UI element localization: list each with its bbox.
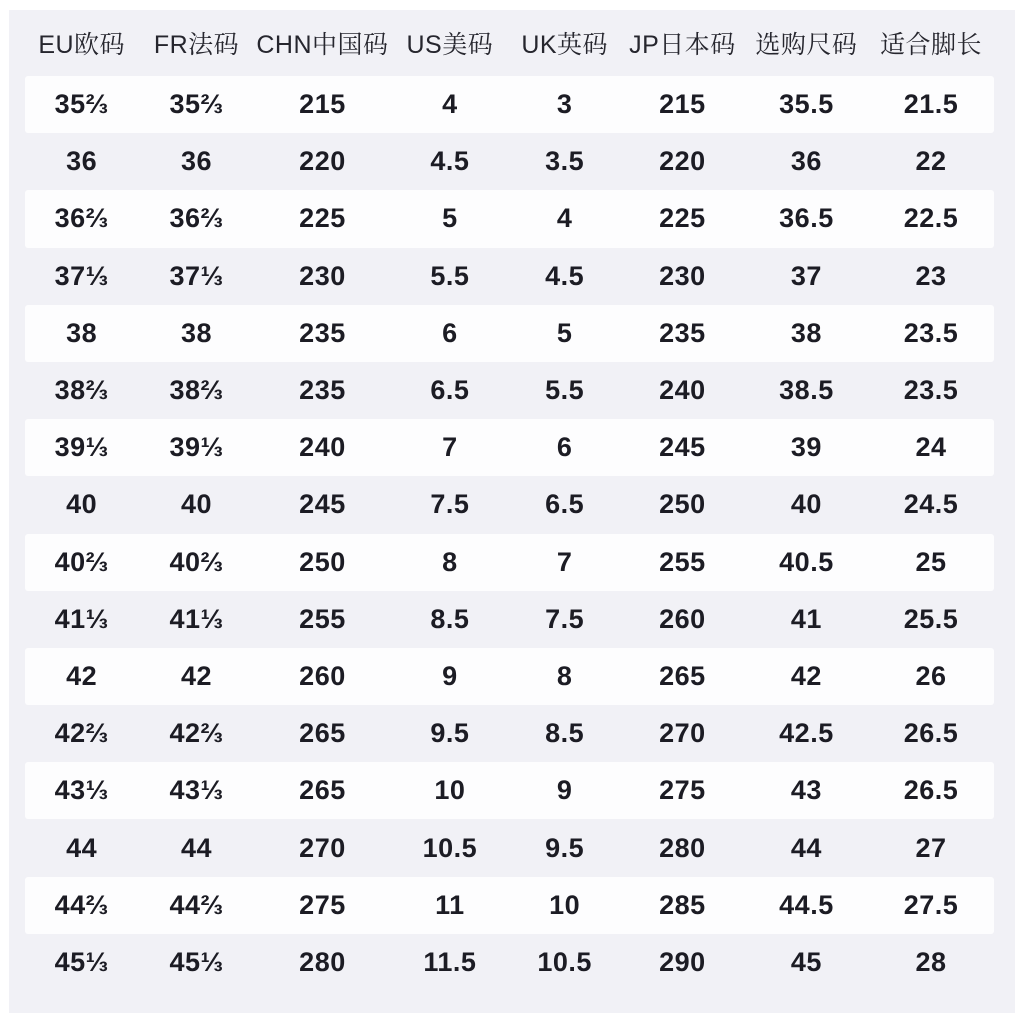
size-cell: 37 (790, 260, 822, 291)
size-cell: 280 (299, 946, 346, 977)
header-row (25, 10, 994, 76)
size-cell: 10.5 (537, 946, 592, 977)
size-cell: 255 (620, 534, 745, 591)
size-cell: 230 (659, 260, 706, 291)
size-cell: 44.5 (745, 877, 868, 934)
size-cell: 5 (390, 190, 509, 247)
size-cell: 215 (255, 76, 391, 133)
table-row (25, 133, 994, 190)
size-cell: 41⅓ (169, 603, 224, 634)
header-cell-0: EU欧码 (38, 31, 126, 59)
size-cell: 5.5 (430, 260, 470, 291)
size-cell: 23.5 (868, 305, 994, 362)
table-row (25, 362, 994, 419)
size-cell: 10.5 (422, 832, 478, 863)
size-cell: 270 (659, 718, 706, 749)
size-cell: 235 (255, 305, 391, 362)
table-row (25, 934, 994, 991)
size-cell: 36 (180, 146, 213, 177)
size-cell: 25 (868, 534, 994, 591)
table-row (25, 305, 994, 362)
size-cell: 8.5 (545, 718, 585, 749)
size-cell: 245 (299, 489, 346, 520)
size-cell: 22 (915, 146, 947, 177)
size-cell: 44 (180, 832, 213, 863)
size-cell: 43 (745, 762, 868, 819)
size-cell: 7.5 (545, 603, 585, 634)
size-cell: 11.5 (423, 946, 477, 977)
size-cell: 250 (255, 534, 391, 591)
header-cell-6: 选购尺码 (755, 31, 858, 59)
size-cell: 38 (745, 305, 868, 362)
size-cell: 35⅔ (25, 76, 138, 133)
size-cell: 250 (659, 489, 706, 520)
size-cell: 36⅔ (25, 190, 138, 247)
size-cell: 41 (790, 603, 822, 634)
size-cell: 6.5 (545, 489, 585, 520)
size-cell: 220 (299, 146, 346, 177)
size-cell: 38⅔ (54, 375, 109, 406)
size-cell: 7 (390, 419, 509, 476)
size-cell: 21.5 (868, 76, 994, 133)
size-cell: 265 (299, 718, 346, 749)
size-cell: 225 (255, 190, 391, 247)
size-cell: 8 (390, 534, 509, 591)
size-cell: 7.5 (430, 489, 470, 520)
size-chart-table (25, 10, 994, 991)
size-cell: 24 (868, 419, 994, 476)
table-row (25, 76, 994, 133)
size-cell: 235 (620, 305, 745, 362)
size-cell: 44 (790, 832, 822, 863)
header-cell-5: JP日本码 (629, 31, 736, 59)
size-cell: 9.5 (545, 832, 585, 863)
size-cell: 40.5 (745, 534, 868, 591)
size-cell: 36 (790, 146, 822, 177)
size-cell: 40⅔ (138, 534, 254, 591)
size-cell: 26 (868, 648, 994, 705)
size-cell: 8.5 (430, 603, 470, 634)
size-cell: 275 (255, 877, 391, 934)
size-cell: 38 (138, 305, 254, 362)
size-cell: 37⅓ (54, 260, 109, 291)
size-cell: 4.5 (430, 146, 470, 177)
size-cell: 35⅔ (138, 76, 254, 133)
table-row (25, 476, 994, 533)
size-cell: 285 (620, 877, 745, 934)
table-row (25, 534, 994, 591)
size-cell: 265 (620, 648, 745, 705)
size-cell: 41⅓ (54, 603, 109, 634)
size-cell: 38.5 (779, 375, 834, 406)
size-cell: 45⅓ (169, 946, 224, 977)
size-cell: 36 (66, 146, 98, 177)
size-cell: 4 (390, 76, 509, 133)
size-cell: 240 (659, 375, 706, 406)
size-cell: 44⅔ (25, 877, 138, 934)
size-chart-panel (9, 10, 1015, 1013)
size-cell: 42⅔ (54, 718, 109, 749)
size-cell: 280 (659, 832, 706, 863)
size-cell: 37⅓ (169, 260, 224, 291)
size-cell: 23.5 (903, 375, 959, 406)
table-row (25, 591, 994, 648)
table-row (25, 190, 994, 247)
size-cell: 39 (745, 419, 868, 476)
size-cell: 43⅓ (138, 762, 254, 819)
size-cell: 275 (620, 762, 745, 819)
size-cell: 26.5 (868, 762, 994, 819)
size-cell: 9 (390, 648, 509, 705)
size-cell: 43⅓ (25, 762, 138, 819)
header-cell-7: 适合脚长 (879, 31, 982, 59)
size-cell: 39⅓ (25, 419, 138, 476)
size-cell: 9 (509, 762, 619, 819)
size-cell: 38⅔ (169, 375, 224, 406)
size-cell: 24.5 (903, 489, 959, 520)
size-cell: 42⅔ (169, 718, 224, 749)
size-cell: 28 (915, 946, 947, 977)
size-cell: 45⅓ (54, 946, 109, 977)
size-cell: 39⅓ (138, 419, 254, 476)
size-cell: 22.5 (868, 190, 994, 247)
size-cell: 27.5 (868, 877, 994, 934)
size-cell: 11 (390, 877, 509, 934)
size-cell: 4 (509, 190, 619, 247)
size-cell: 265 (255, 762, 391, 819)
size-cell: 40 (790, 489, 822, 520)
size-cell: 40 (66, 489, 98, 520)
header-cell-1: FR法码 (153, 31, 240, 59)
size-cell: 42.5 (779, 718, 834, 749)
size-cell: 260 (255, 648, 391, 705)
table-row (25, 877, 994, 934)
size-cell: 8 (509, 648, 619, 705)
size-cell: 225 (620, 190, 745, 247)
table-row (25, 819, 994, 876)
table-row (25, 248, 994, 305)
size-cell: 6 (390, 305, 509, 362)
size-cell: 5 (509, 305, 619, 362)
size-cell: 255 (299, 603, 346, 634)
size-cell: 10 (509, 877, 619, 934)
size-cell: 230 (299, 260, 346, 291)
size-cell: 38 (25, 305, 138, 362)
size-cell: 35.5 (745, 76, 868, 133)
size-cell: 6.5 (430, 375, 470, 406)
size-cell: 42 (745, 648, 868, 705)
size-cell: 44 (66, 832, 98, 863)
size-cell: 40 (180, 489, 213, 520)
size-cell: 260 (659, 603, 706, 634)
size-cell: 245 (620, 419, 745, 476)
header-cell-3: US美码 (406, 31, 494, 59)
size-cell: 220 (659, 146, 706, 177)
table-row (25, 762, 994, 819)
header-cell-4: UK英码 (521, 31, 609, 59)
table-row (25, 419, 994, 476)
size-cell: 290 (659, 946, 706, 977)
size-cell: 27 (915, 832, 947, 863)
size-cell: 45 (790, 946, 822, 977)
size-cell: 42 (25, 648, 138, 705)
size-cell: 36.5 (745, 190, 868, 247)
size-cell: 270 (299, 832, 346, 863)
size-cell: 23 (915, 260, 947, 291)
table-row (25, 648, 994, 705)
size-cell: 25.5 (903, 603, 959, 634)
table-row (25, 705, 994, 762)
size-cell: 9.5 (430, 718, 470, 749)
size-cell: 3 (509, 76, 619, 133)
size-cell: 6 (509, 419, 619, 476)
size-cell: 7 (509, 534, 619, 591)
size-cell: 3.5 (545, 146, 585, 177)
table-body (25, 76, 994, 991)
size-cell: 240 (255, 419, 391, 476)
size-cell: 26.5 (903, 718, 959, 749)
size-cell: 5.5 (545, 375, 585, 406)
size-cell: 40⅔ (25, 534, 138, 591)
size-cell: 235 (299, 375, 346, 406)
size-cell: 10 (390, 762, 509, 819)
size-cell: 44⅔ (138, 877, 254, 934)
size-cell: 42 (138, 648, 254, 705)
size-cell: 215 (620, 76, 745, 133)
size-cell: 36⅔ (138, 190, 254, 247)
size-cell: 4.5 (545, 260, 585, 291)
header-cell-2: CHN中国码 (256, 31, 389, 59)
